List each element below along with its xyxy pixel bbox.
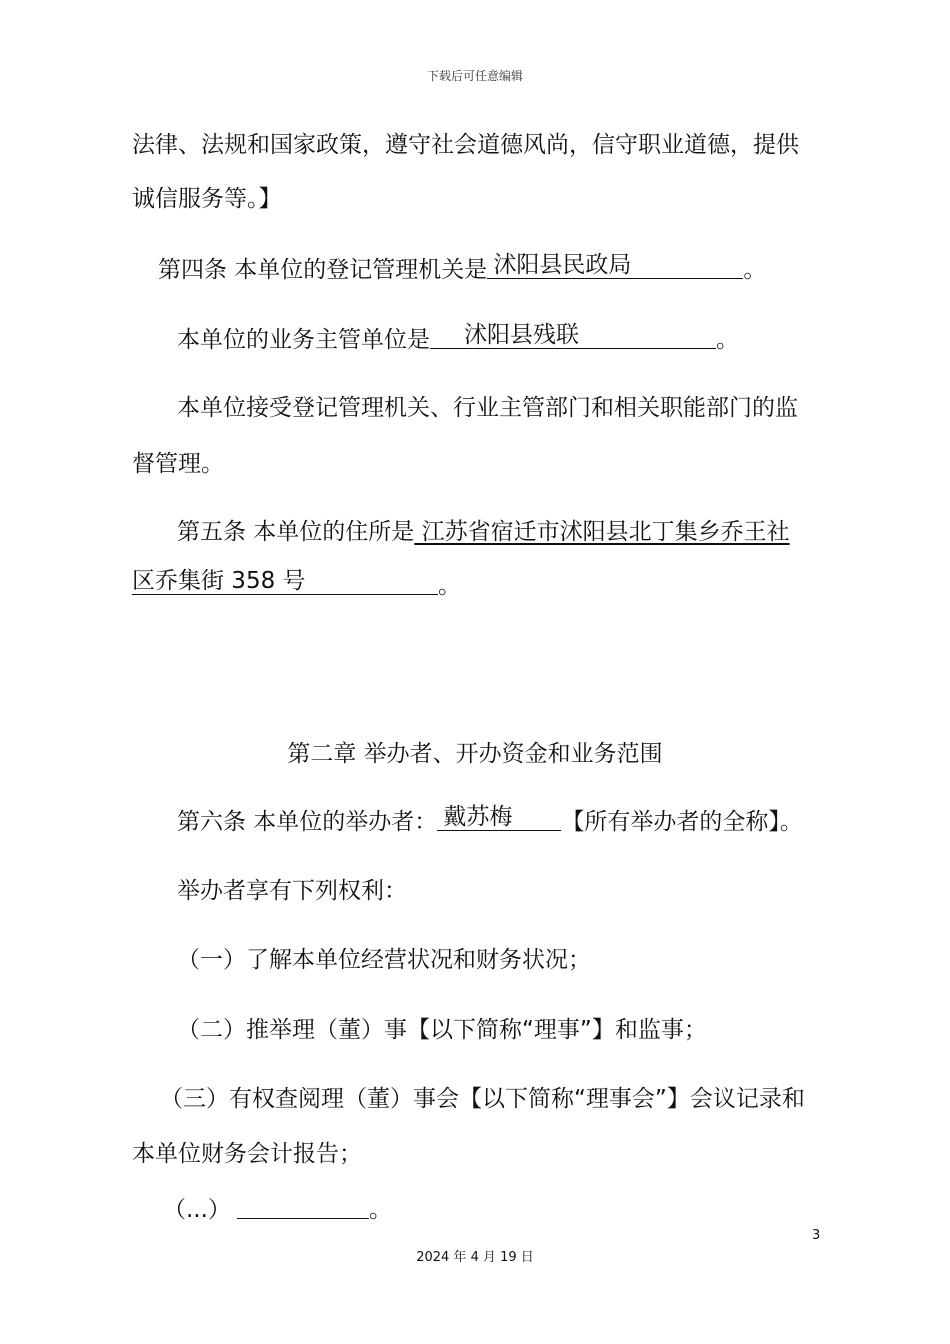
page-number: 3 — [812, 1228, 821, 1243]
right-item-3: （三）有权查阅理（董）事会【以下简称“理事会”】会议记录和 — [160, 1086, 805, 1112]
article-5-address-part-2: 区乔集街 358 号 — [132, 568, 306, 594]
right-item-1: （一）了解本单位经营状况和财务状况； — [177, 947, 591, 973]
right-item-3-continued: 本单位财务会计报告； — [132, 1141, 362, 1167]
article-5-label: 第五条 本单位的住所是 — [177, 519, 415, 545]
right-item-more — [163, 1194, 392, 1225]
article-4-fill-blank — [487, 254, 743, 279]
article-4-suffix: 。 — [743, 257, 767, 283]
supervisor-fill-blank — [430, 324, 716, 349]
article-4-line — [158, 254, 766, 285]
right-item-more-label: （...） — [163, 1197, 231, 1223]
paragraph-line: 督管理。 — [132, 451, 224, 477]
right-item-more-suffix: 。 — [368, 1197, 392, 1223]
article-5-suffix: 。 — [438, 573, 461, 599]
right-item-2: （二）推举理（董）事【以下简称“理事”】和监事； — [177, 1017, 707, 1043]
rights-intro: 举办者享有下列权利： — [177, 878, 407, 904]
article-6-value: 戴苏梅 — [443, 804, 513, 830]
supervisor-line — [177, 324, 739, 355]
supervisor-suffix: 。 — [716, 327, 739, 353]
article-4-label: 第四条 本单位的登记管理机关是 — [158, 257, 488, 283]
right-item-more-fill-blank — [237, 1194, 369, 1219]
article-5-address-part-1: 江苏省宿迁市沭阳县北丁集乡乔王社 — [414, 519, 790, 545]
article-6-fill-blank — [437, 806, 561, 831]
supervisor-value: 沭阳县残联 — [464, 322, 579, 348]
article-6-line — [177, 806, 803, 837]
article-4-value: 沭阳县民政局 — [493, 252, 632, 278]
article-5-fill-blank — [132, 570, 438, 595]
chapter-heading: 第二章 举办者、开办资金和业务范围 — [287, 741, 663, 767]
paragraph-line: 本单位接受登记管理机关、行业主管部门和相关职能部门的监 — [177, 395, 798, 421]
footer-date: 2024 年 4 月 19 日 — [416, 1250, 534, 1265]
supervisor-label: 本单位的业务主管单位是 — [177, 327, 430, 353]
paragraph-line: 法律、法规和国家政策，遵守社会道德风尚，信守职业道德，提供 — [132, 132, 799, 158]
paragraph-line: 诚信服务等。】 — [132, 186, 282, 212]
page-header: 下载后可任意编辑 — [426, 69, 523, 83]
article-6-label: 第六条 本单位的举办者： — [177, 809, 438, 835]
article-6-suffix: 【所有举办者的全称】。 — [561, 809, 803, 835]
article-5-line-2 — [132, 570, 461, 601]
article-5-line — [177, 517, 790, 547]
